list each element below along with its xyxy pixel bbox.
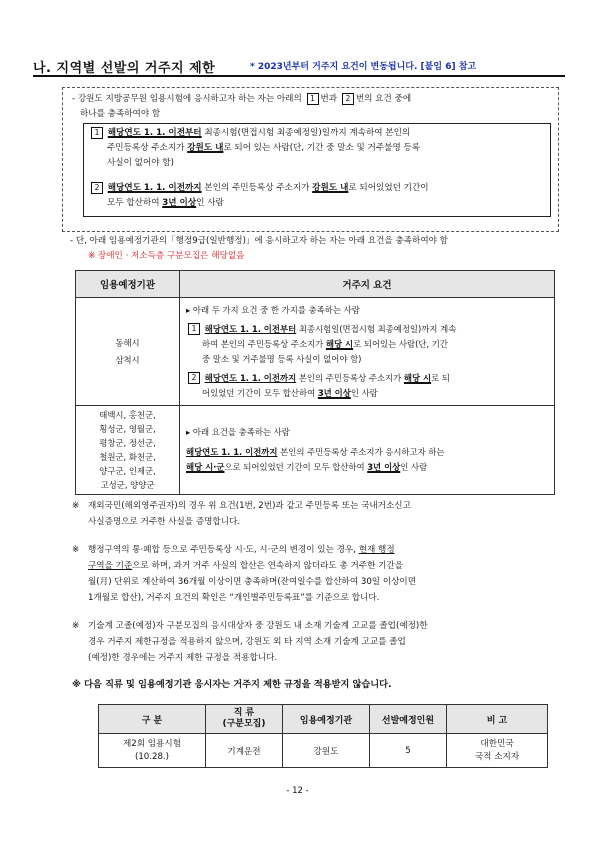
table-header: 거주지 요건 — [180, 271, 555, 298]
header-notice: * 2023년부터 거주지 요건이 변동됩니다. [붙임 6] 참고 — [250, 62, 477, 72]
exemption-table: 구 분 직 류 (구분모집) 임용예정기관 선발예정인원 비 고 제2회 임용시험 (10.28.) 기계운전 강원도 5 대한민국 국적 소지자 — [98, 704, 548, 768]
table-row: 동해시 삼척시 ▸ 아래 두 가지 요건 중 한 가지를 충족하는 사람 1 해당연도 1. 1. 이전부터 최종시험일(면접시험 최종예정일)까지 계속 하여 본인의 주민등록상 주소지가 해당 시로 되어있는 사람(단, 기간 중 말소 및 거주불명 등록 사실이 없어야 함) 2 해당연도 1. 1. 이전까지 본인의 주민등록상 주소지가 해당 시로 되 어있었던 기간이 모두 합산하여 3년 이상인 사람 — [76, 298, 555, 406]
note-overseas: ※ 재외국민(해외영주권자)의 경우 위 요건(1번, 2번)과 같고 주민등록 또는 국내거소신고 사실증명으로 거주한 사실을 증명합니다. — [72, 501, 411, 527]
sub-note: ※ 장애인 · 저소득층 구분모집은 해당없음 — [88, 251, 245, 261]
row-item-1: 1 해당연도 1. 1. 이전부터 최종시험일(면접시험 최종예정일)까지 계속 — [186, 322, 548, 337]
org-name: 삼척시 — [115, 354, 140, 365]
row-condition: ▸ 아래 요건을 충족하는 사람 — [186, 427, 290, 437]
note-technical-highschool: ※ 기술계 고졸(예정)자 구분모집의 응시대상자 중 강원도 내 소재 기술계 고교를 졸업(예정)한 경우 거주지 제한규정을 적용하지 않으며, 강원도 외 타 지역 소재 기술계 고교를 졸업 (예정)한 경우에는 거주지 제한 규정을 적용합니다. — [72, 621, 428, 663]
org-name: 동해시 — [115, 337, 140, 348]
page-number: - 12 - — [286, 786, 309, 796]
table-row: 제2회 임용시험 (10.28.) 기계운전 강원도 5 대한민국 국적 소지자 — [99, 734, 548, 768]
header-divider — [33, 75, 565, 77]
row-condition: ▸ 아래 두 가지 요건 중 한 가지를 충족하는 사람 — [186, 304, 360, 315]
requirement-item-2: 2 해당연도 1. 1. 이전까지 본인의 주민등록상 주소지가 강원도 내로 되어있었던 기간이 모두 합산하여 3년 이상인 사람 — [89, 181, 544, 211]
requirement-item-1: 1 해당연도 1. 1. 이전부터 최종시험(면접시험 최종예정일)일까지 계속하여 본인의 주민등록상 주소지가 강원도 내로 되어 있는 사람(단, 기간 중 말소 및 거주불명 등록 사실이 없어야 함) — [89, 126, 544, 171]
table-row: 태백시, 홍천군, 횡성군, 영월군, 평창군, 정선군, 철원군, 화천군, 양구군, 인제군, 고성군, 양양군 ▸ 아래 요건을 충족하는 사람 해당연도 1. 1. 이전까지 본인의 주민등록상 주소지가 응시하고자 하는 해당 시·군으로 되어있었던 기간이 모두 합산하여 3년 이상인 사람 — [76, 406, 555, 495]
note-administrative-district: ※ 행정구역의 통·폐합 등으로 주민등록상 시·도, 시·군의 변경이 있는 경우, 현재 행정 구역을 기준으로 하며, 과거 거주 사실의 합산은 연속하지 않더라도 총 거주한 기간을 월(月) 단위로 계산하여 36개월 이상이면 충족하며(잔여일수를 합산하여 30일 이상이면 1개월로 합산), 거주지 요건의 확인은 “개인별주민등록표”를 기준으로 합니다. — [72, 545, 417, 603]
residence-requirement-table — [75, 270, 555, 495]
row-item-2: 2 해당연도 1. 1. 이전까지 본인의 주민등록상 주소지가 해당 시로 되 — [186, 371, 548, 386]
box-intro: - 강원도 지방공무원 임용시험에 응시하고자 하는 자는 아래의 1 번과 2 번의 요건 중에 — [72, 93, 412, 104]
box-intro-line2: 하나를 충족하여야 함 — [80, 109, 161, 119]
number-box-1: 1 — [307, 93, 319, 105]
final-note: ※ 다음 직류 및 임용예정기관 응시자는 거주지 제한 규정을 적용받지 않습니다. — [72, 679, 392, 690]
section-title: 나. 지역별 선발의 거주지 제한 — [33, 61, 216, 76]
number-box-2: 2 — [342, 93, 354, 105]
table-header: 임용예정기관 — [76, 271, 180, 298]
sub-intro: - 단, 아래 임용예정기관의「행정9급(일반행정)」에 응시하고자 하는 자는 아래 요건을 충족하여야 함 — [70, 236, 448, 246]
